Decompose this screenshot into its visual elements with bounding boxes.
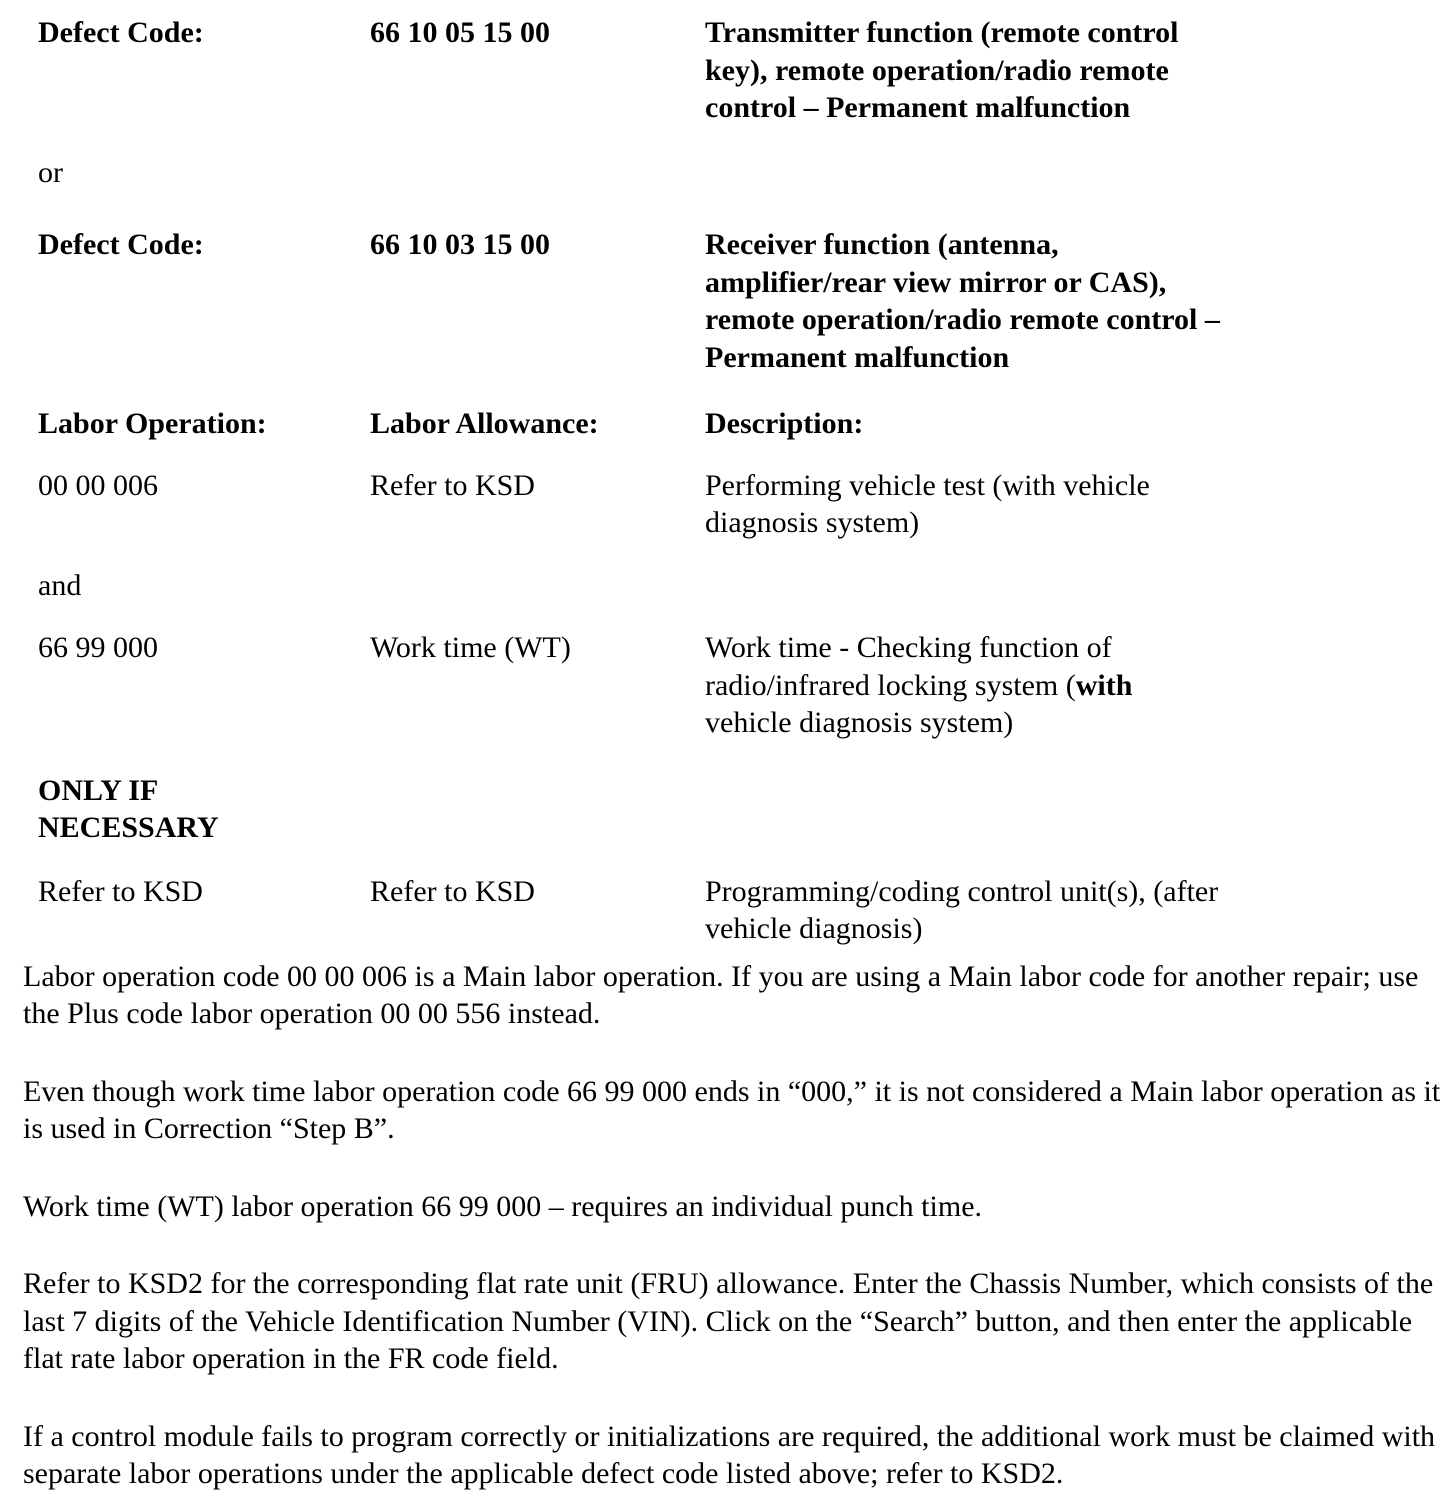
description-line-text: radio/infrared locking system ( <box>705 668 1076 702</box>
note-paragraph-main-labor: Labor operation code 00 00 006 is a Main labor operation. If you are using a Main labor code for another repair; use the Plus code labor operation 00 00 556 instead. <box>23 959 1419 1030</box>
description-line: vehicle diagnosis system) <box>705 706 1014 739</box>
note-paragraph-punch-time: Work time (WT) labor operation 66 99 000 – requires an individual punch time. <box>23 1189 983 1223</box>
description-line: remote operation/radio remote control – <box>705 303 1220 336</box>
description-line: key), remote operation/radio remote <box>705 53 1169 87</box>
defect-code-description <box>705 226 1441 376</box>
description-line: control – Permanent malfunction <box>705 91 1131 124</box>
labor-description <box>705 467 1441 542</box>
labor-row-1 <box>38 467 1441 542</box>
description-line <box>705 667 1441 705</box>
note-paragraph-work-time-code: Even though work time labor operation code 66 99 000 ends in “000,” it is not considered a Main labor operation as it is used in Correction “Step B”. <box>23 1074 1441 1145</box>
defect-code-row-2 <box>38 226 1441 376</box>
description-line: Performing vehicle test (with vehicle <box>705 468 1150 502</box>
labor-row-2 <box>38 629 1441 742</box>
defect-code-value: 66 10 03 15 00 <box>370 228 550 261</box>
labor-description <box>705 873 1441 948</box>
only-if-necessary-label <box>38 772 1441 847</box>
description-line: amplifier/rear view mirror or CAS), <box>705 265 1167 299</box>
labor-description <box>705 629 1441 742</box>
description-line: Work time - Checking function of <box>705 631 1112 664</box>
labor-allowance-value: Refer to KSD <box>370 468 535 502</box>
description-line: diagnosis system) <box>705 506 920 539</box>
defect-code-row-1 <box>38 14 1441 127</box>
labor-row-3 <box>38 873 1441 948</box>
description-line: vehicle diagnosis) <box>705 912 923 945</box>
only-if-line: ONLY IF <box>38 773 159 807</box>
conjunction-or: or <box>38 155 63 189</box>
labor-allowance-value: Refer to KSD <box>370 874 535 908</box>
notes-section <box>23 958 1441 1493</box>
note-paragraph-programming-failure: If a control module fails to program correctly or initializations are required, the additional work must be claimed with separate labor operations under the applicable defect code listed above; refer to KSD2. <box>23 1419 1436 1490</box>
description-line-bold-text: with <box>1075 668 1133 702</box>
labor-operation-code: 66 99 000 <box>38 631 158 664</box>
labor-allowance-value: Work time (WT) <box>370 631 571 664</box>
labor-operation-code: Refer to KSD <box>38 874 203 908</box>
defect-code-value: 66 10 05 15 00 <box>370 16 550 49</box>
only-if-line: NECESSARY <box>38 811 219 844</box>
labor-operation-header: Labor Operation: <box>38 407 267 440</box>
labor-allowance-header: Labor Allowance: <box>370 407 599 440</box>
conjunction-and: and <box>38 568 82 602</box>
labor-table-header-row <box>38 405 1441 443</box>
description-line: Transmitter function (remote control <box>705 16 1179 49</box>
defect-code-label: Defect Code: <box>38 228 204 261</box>
description-line: Permanent malfunction <box>705 340 1010 374</box>
description-header: Description: <box>705 407 864 440</box>
note-paragraph-ksd2-fru: Refer to KSD2 for the corresponding flat rate unit (FRU) allowance. Enter the Chassis Number, which consists of the last 7 digits of the Vehicle Identification Number (VIN). Click on the “Search” button, and then enter the applicable flat rate labor operation in the FR code field. <box>23 1267 1434 1375</box>
defect-code-description <box>705 14 1441 127</box>
labor-operation-code: 00 00 006 <box>38 468 158 502</box>
defect-code-label: Defect Code: <box>38 16 204 49</box>
description-line: Programming/coding control unit(s), (after <box>705 874 1219 908</box>
description-line: Receiver function (antenna, <box>705 228 1059 261</box>
